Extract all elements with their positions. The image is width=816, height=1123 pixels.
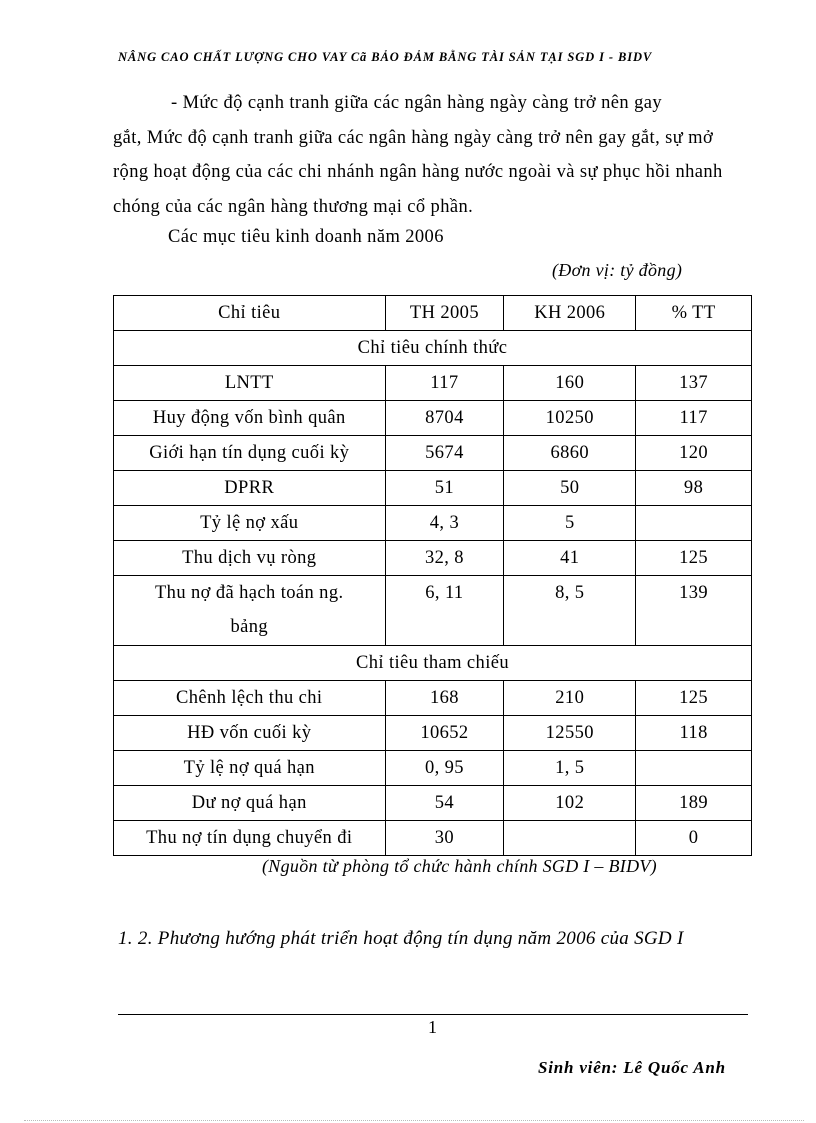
th-2005-cell: 0, 95 bbox=[385, 751, 504, 786]
page-header: NÂNG CAO CHẤT LƯỢNG CHO VAY Cã BẢO ĐẢM BẰNG TÀI SẢN TẠI SGD I - BIDV bbox=[118, 50, 653, 64]
table-row bbox=[114, 751, 752, 786]
percent-cell: 117 bbox=[636, 401, 752, 436]
unit-label: (Đơn vị: tỷ đồng) bbox=[552, 260, 683, 280]
header-cell: KH 2006 bbox=[504, 296, 636, 331]
kh-2006-cell: 10250 bbox=[504, 401, 636, 436]
row-label: DPRR bbox=[114, 471, 386, 506]
intro-line-1: - Mức độ cạnh tranh giữa các ngân hàng ngày càng trở nên gay bbox=[171, 93, 662, 113]
kh-2006-cell: 102 bbox=[504, 786, 636, 821]
kh-2006-cell: 6860 bbox=[504, 436, 636, 471]
percent-cell: 139 bbox=[636, 576, 752, 646]
th-2005-cell: 51 bbox=[385, 471, 504, 506]
th-2005-cell: 4, 3 bbox=[385, 506, 504, 541]
row-label: Tỷ lệ nợ quá hạn bbox=[114, 751, 386, 786]
table-row bbox=[114, 541, 752, 576]
row-label-line-1: Thu nợ đã hạch toán ng. bbox=[154, 583, 344, 603]
percent-cell: 125 bbox=[636, 541, 752, 576]
percent-cell: 118 bbox=[636, 716, 752, 751]
th-2005-cell: 8704 bbox=[385, 401, 504, 436]
table-row bbox=[114, 786, 752, 821]
source-note: (Nguồn từ phòng tổ chức hành chính SGD I – BIDV) bbox=[262, 856, 657, 876]
section-row bbox=[114, 331, 752, 366]
section-row bbox=[114, 646, 752, 681]
table-row bbox=[114, 821, 752, 856]
student-name: Sinh viên: Lê Quốc Anh bbox=[538, 1058, 726, 1077]
th-2005-cell: 32, 8 bbox=[385, 541, 504, 576]
th-2005-cell: 10652 bbox=[385, 716, 504, 751]
percent-cell: 120 bbox=[636, 436, 752, 471]
percent-cell: 137 bbox=[636, 366, 752, 401]
row-label: Thu dịch vụ ròng bbox=[114, 541, 386, 576]
row-label: Giới hạn tín dụng cuối kỳ bbox=[114, 436, 386, 471]
row-label-line-2: bảng bbox=[230, 617, 269, 637]
page-number: 1 bbox=[428, 1017, 437, 1037]
th-2005-cell: 30 bbox=[385, 821, 504, 856]
th-2005-cell: 168 bbox=[385, 681, 504, 716]
kh-2006-cell: 8, 5 bbox=[504, 576, 636, 646]
th-2005-cell: 6, 11 bbox=[385, 576, 504, 646]
section-title: Chỉ tiêu chính thức bbox=[114, 331, 752, 366]
row-label: Dư nợ quá hạn bbox=[114, 786, 386, 821]
row-label bbox=[114, 576, 386, 646]
table-row bbox=[114, 401, 752, 436]
kh-2006-cell bbox=[504, 821, 636, 856]
percent-cell bbox=[636, 506, 752, 541]
table-row bbox=[114, 576, 752, 646]
percent-cell: 98 bbox=[636, 471, 752, 506]
table-row bbox=[114, 436, 752, 471]
section-heading: 1. 2. Phương hướng phát triển hoạt động tín dụng năm 2006 của SGD I bbox=[118, 928, 684, 949]
table-row bbox=[114, 471, 752, 506]
percent-cell: 189 bbox=[636, 786, 752, 821]
row-label: HĐ vốn cuối kỳ bbox=[114, 716, 386, 751]
percent-cell: 0 bbox=[636, 821, 752, 856]
row-label: Tỷ lệ nợ xấu bbox=[114, 506, 386, 541]
section-title: Chỉ tiêu tham chiếu bbox=[114, 646, 752, 681]
kh-2006-cell: 12550 bbox=[504, 716, 636, 751]
intro-paragraph bbox=[113, 86, 753, 224]
percent-cell: 125 bbox=[636, 681, 752, 716]
row-label: Huy động vốn bình quân bbox=[114, 401, 386, 436]
footer-divider bbox=[118, 1014, 748, 1015]
header-cell: TH 2005 bbox=[385, 296, 504, 331]
th-2005-cell: 54 bbox=[385, 786, 504, 821]
kh-2006-cell: 41 bbox=[504, 541, 636, 576]
kh-2006-cell: 210 bbox=[504, 681, 636, 716]
table-header-row bbox=[114, 296, 752, 331]
page-edge-divider bbox=[24, 1120, 804, 1121]
kh-2006-cell: 50 bbox=[504, 471, 636, 506]
row-label: Chênh lệch thu chi bbox=[114, 681, 386, 716]
business-goals-table bbox=[113, 295, 752, 856]
table-row bbox=[114, 506, 752, 541]
row-label: LNTT bbox=[114, 366, 386, 401]
header-cell: Chỉ tiêu bbox=[114, 296, 386, 331]
kh-2006-cell: 1, 5 bbox=[504, 751, 636, 786]
header-cell: % TT bbox=[636, 296, 752, 331]
goals-title: Các mục tiêu kinh doanh năm 2006 bbox=[168, 227, 444, 247]
table-row bbox=[114, 366, 752, 401]
row-label: Thu nợ tín dụng chuyển đi bbox=[114, 821, 386, 856]
table-row bbox=[114, 716, 752, 751]
kh-2006-cell: 160 bbox=[504, 366, 636, 401]
table-row bbox=[114, 681, 752, 716]
percent-cell bbox=[636, 751, 752, 786]
th-2005-cell: 117 bbox=[385, 366, 504, 401]
intro-line-rest: gắt, Mức độ cạnh tranh giữa các ngân hàng ngày càng trở nên gay gắt, sự mở rộng hoạt động của các chi nhánh ngân hàng nước ngoài và sự phục hồi nhanh chóng của các ngân hàng thương mại cổ phần. bbox=[113, 127, 723, 217]
th-2005-cell: 5674 bbox=[385, 436, 504, 471]
kh-2006-cell: 5 bbox=[504, 506, 636, 541]
